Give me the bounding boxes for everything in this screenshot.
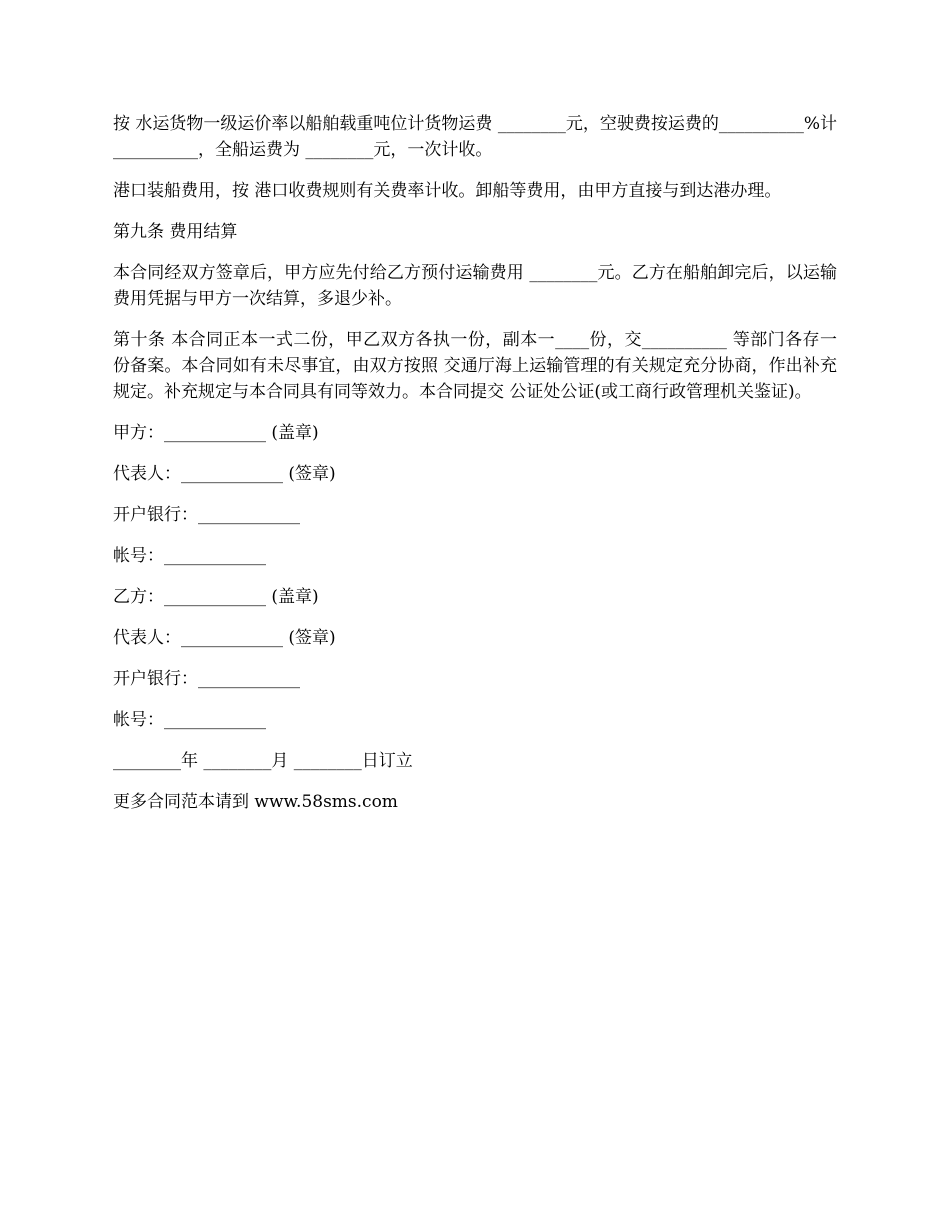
- party-a-representative: 代表人：____________ (签章): [113, 464, 336, 484]
- party-b-representative: 代表人：____________ (签章): [113, 628, 336, 648]
- party-b-bank: 开户银行：____________: [113, 669, 300, 689]
- footer-note: 更多合同范本请到 www.58sms.com: [113, 792, 398, 812]
- settlement-paragraph: 本合同经双方签章后，甲方应先付给乙方预付运输费用 ________元。乙方在船舶卸完后，以运输费用凭据与甲方一次结算，多退少补。: [113, 263, 837, 309]
- party-a-account: 帐号：____________: [113, 546, 266, 566]
- document-page: [113, 111, 837, 830]
- party-a-name: 甲方：____________ (盖章): [113, 423, 319, 443]
- signing-date-line: ________年 ________月 ________日订立: [113, 751, 413, 771]
- freight-rate-paragraph: 按 水运货物一级运价率以船舶载重吨位计货物运费 ________元，空驶费按运费的__________%计__________，全船运费为 ________元，一次计收。: [113, 114, 837, 160]
- party-a-bank: 开户银行：____________: [113, 505, 300, 525]
- party-b-account: 帐号：____________: [113, 710, 266, 730]
- party-b-name: 乙方：____________ (盖章): [113, 587, 319, 607]
- article-ten-paragraph: 第十条 本合同正本一式二份，甲乙双方各执一份，副本一____份，交__________ 等部门各存一份备案。本合同如有未尽事宜，由双方按照 交通厅海上运输管理的有关规定充分协商，作出补充规定。补充规定与本合同具有同等效力。本合同提交 公证处公证(或工商行政管理机关鉴证)。: [113, 330, 837, 402]
- port-fee-paragraph: 港口装船费用，按 港口收费规则有关费率计收。卸船等费用，由甲方直接与到达港办理。: [113, 181, 782, 201]
- article-nine-heading: 第九条 费用结算: [113, 222, 238, 242]
